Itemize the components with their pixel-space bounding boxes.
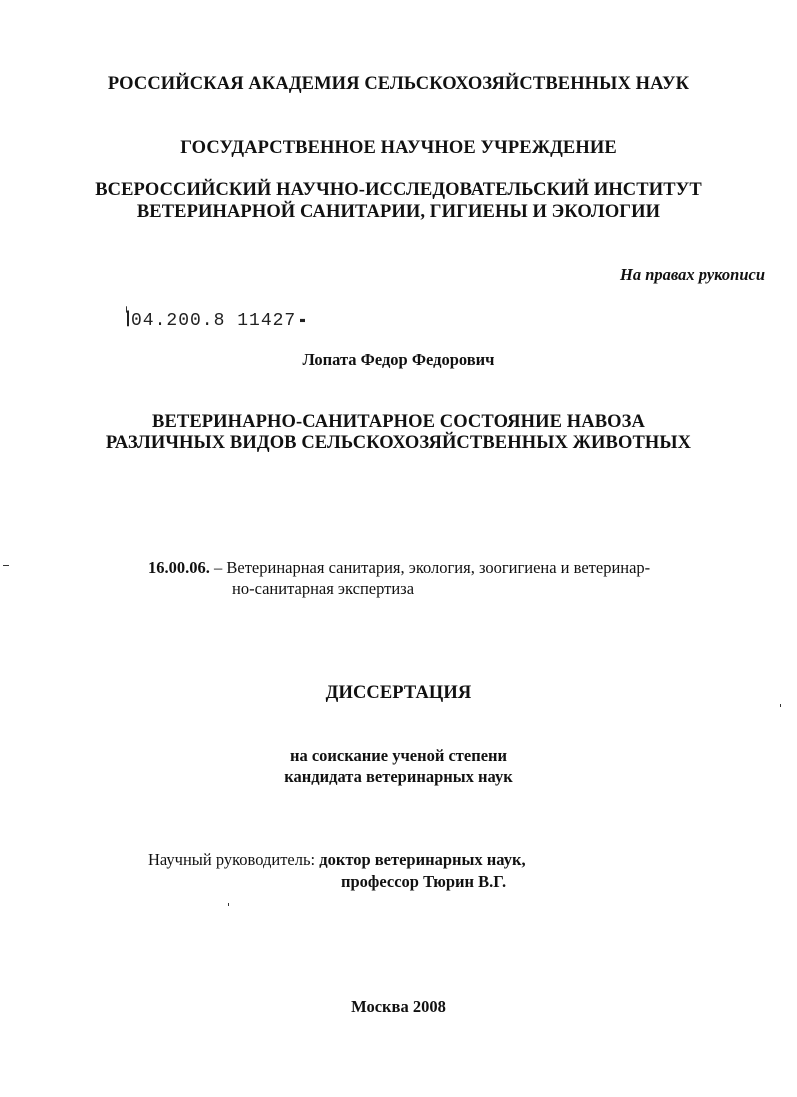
specialty-code: 16.00.06. [148,558,210,577]
title-line-1: ВЕТЕРИНАРНО-САНИТАРНОЕ СОСТОЯНИЕ НАВОЗА [152,412,645,432]
scan-mark [3,565,9,566]
registration-number: 04.200.8 11427 [131,310,297,332]
specialty-text-2: но-санитарная экспертиза [232,579,415,598]
supervisor-degree: доктор ветеринарных наук, [319,850,526,869]
supervisor-line-1 [148,850,526,870]
supervisor-label: Научный руководитель: [148,850,316,869]
institute-name-line-2: ВЕТЕРИНАРНОЙ САНИТАРИИ, ГИГИЕНЫ И ЭКОЛОГИИ [136,202,661,222]
scan-mark [228,903,229,906]
specialty-line-1 [148,558,650,578]
academy-name: РОССИЙСКАЯ АКАДЕМИЯ СЕЛЬСКОХОЗЯЙСТВЕННЫХ НАУК [107,74,690,94]
degree-line-2: кандидата ветеринарных наук [284,767,513,786]
city-year: Москва 2008 [351,997,446,1016]
degree-line-1: на соискание ученой степени [289,746,508,765]
institution-type: ГОСУДАРСТВЕННОЕ НАУЧНОЕ УЧРЕЖДЕНИЕ [180,138,617,158]
author-name: Лопата Федор Федорович [302,350,495,369]
registration-stamp [127,311,305,332]
document-type: ДИССЕРТАЦИЯ [325,683,472,703]
manuscript-note: На правах рукописи [620,265,765,284]
title-line-2: РАЗЛИЧНЫХ ВИДОВ СЕЛЬСКОХОЗЯЙСТВЕННЫХ ЖИВОТНЫХ [105,433,692,453]
supervisor-name: профессор Тюрин В.Г. [341,872,507,891]
scan-mark [780,704,781,707]
specialty-text-1: – Ветеринарная санитария, экология, зоогигиена и ветеринар- [214,558,651,577]
institute-name-line-1: ВСЕРОССИЙСКИЙ НАУЧНО-ИССЛЕДОВАТЕЛЬСКИЙ ИНСТИТУТ [95,180,702,200]
